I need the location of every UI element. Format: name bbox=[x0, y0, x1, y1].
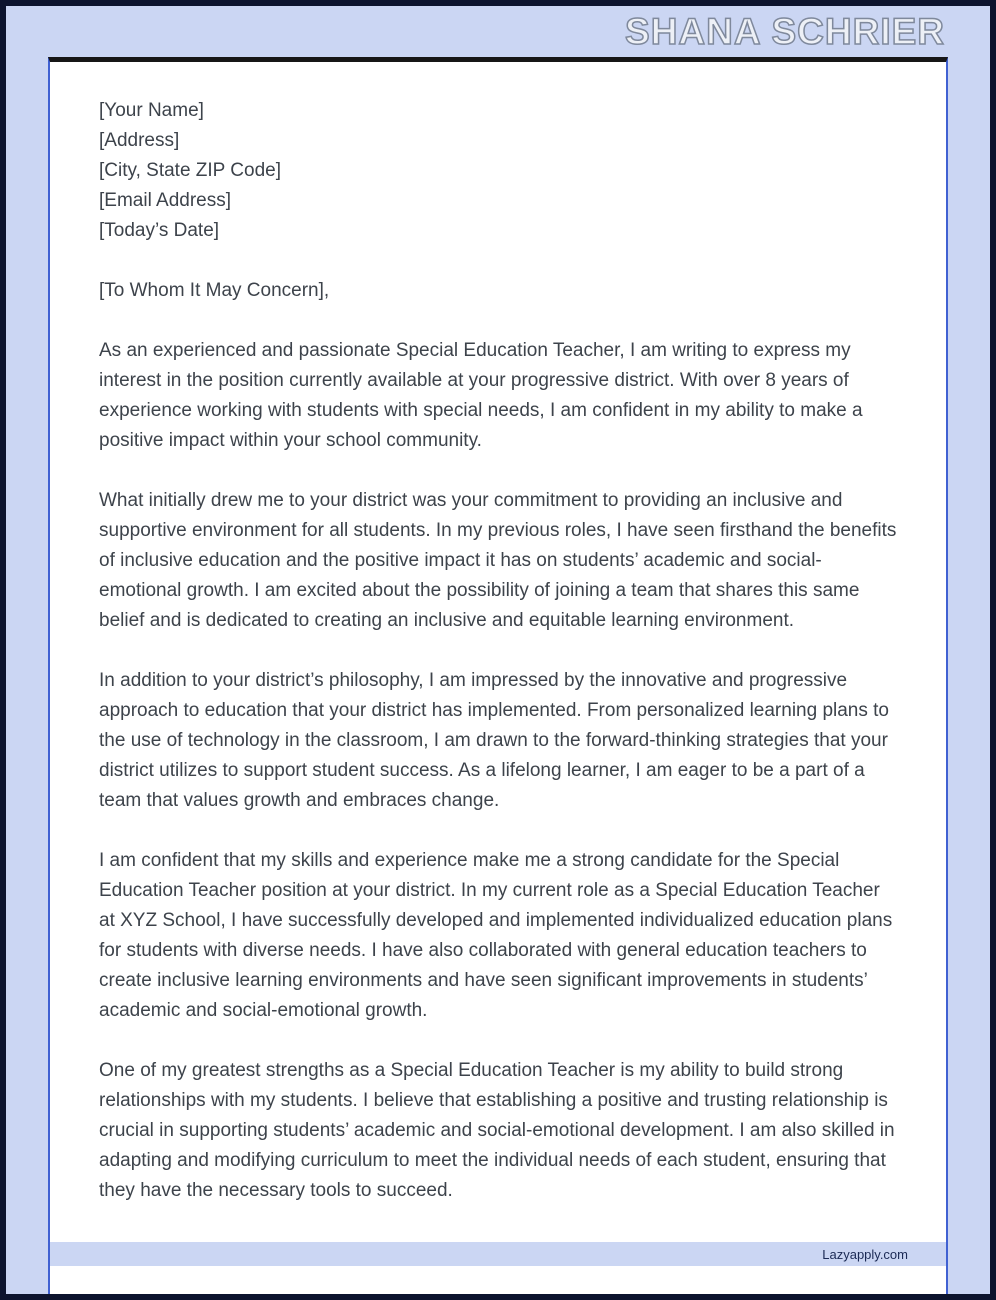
letter-body bbox=[50, 62, 946, 1266]
paragraph-district-commitment: What initially drew me to your district was your commitment to providing an inclusive and supportive environment for all students. In my previous roles, I have seen firsthand the benefits of inclusive education and the positive impact it has on students’ academic and social-emotional growth. I am excited about the possibility of joining a team that shares this same belief and is dedicated to creating an inclusive and equitable learning environment. bbox=[99, 490, 897, 631]
sender-name-line: [Your Name] bbox=[99, 100, 204, 121]
paragraph-strengths: One of my greatest strengths as a Special Education Teacher is my ability to build strong relationships with my students. I believe that establishing a positive and trusting relationship is crucial in supporting students’ academic and social-emotional development. I am also skilled in adapting and modifying curriculum to meet the individual needs of each student, ensuring that they have the necessary tools to succeed. bbox=[99, 1060, 895, 1201]
header bbox=[6, 6, 990, 57]
salutation: [To Whom It May Concern], bbox=[99, 280, 330, 301]
paragraph-candidate-fit: I am confident that my skills and experience make me a strong candidate for the Special Education Teacher position at your district. In my current role as a Special Education Teacher at XYZ School, I have successfully developed and implemented individualized education plans for students with diverse needs. I have also collaborated with general education teachers to create inclusive learning environments and have seen significant improvements in students’ academic and social-emotional growth. bbox=[99, 850, 893, 1021]
letter-card bbox=[48, 57, 948, 1300]
sender-email-line: [Email Address] bbox=[99, 190, 231, 211]
sender-date-line: [Today’s Date] bbox=[99, 220, 220, 241]
paragraph-intro: As an experienced and passionate Special Education Teacher, I am writing to express my interest in the position currently available at your progressive district. With over 8 years of experience working with students with special needs, I am confident in my ability to make a positive impact within your school community. bbox=[99, 340, 863, 451]
paragraph-district-philosophy: In addition to your district’s philosophy, I am impressed by the innovative and progressive approach to education that your district has implemented. From personalized learning plans to the use of technology in the classroom, I am drawn to the forward-thinking strategies that your district utilizes to support student success. As a lifelong learner, I am eager to be a part of a team that values growth and embraces change. bbox=[99, 670, 889, 811]
sender-block bbox=[99, 96, 897, 246]
watermark-band bbox=[50, 1242, 946, 1266]
watermark-text: Lazyapply.com bbox=[822, 1246, 908, 1262]
sender-city-line: [City, State ZIP Code] bbox=[99, 160, 281, 181]
brand-title: SHANA SCHRIER bbox=[625, 10, 945, 52]
sender-address-line: [Address] bbox=[99, 130, 180, 151]
